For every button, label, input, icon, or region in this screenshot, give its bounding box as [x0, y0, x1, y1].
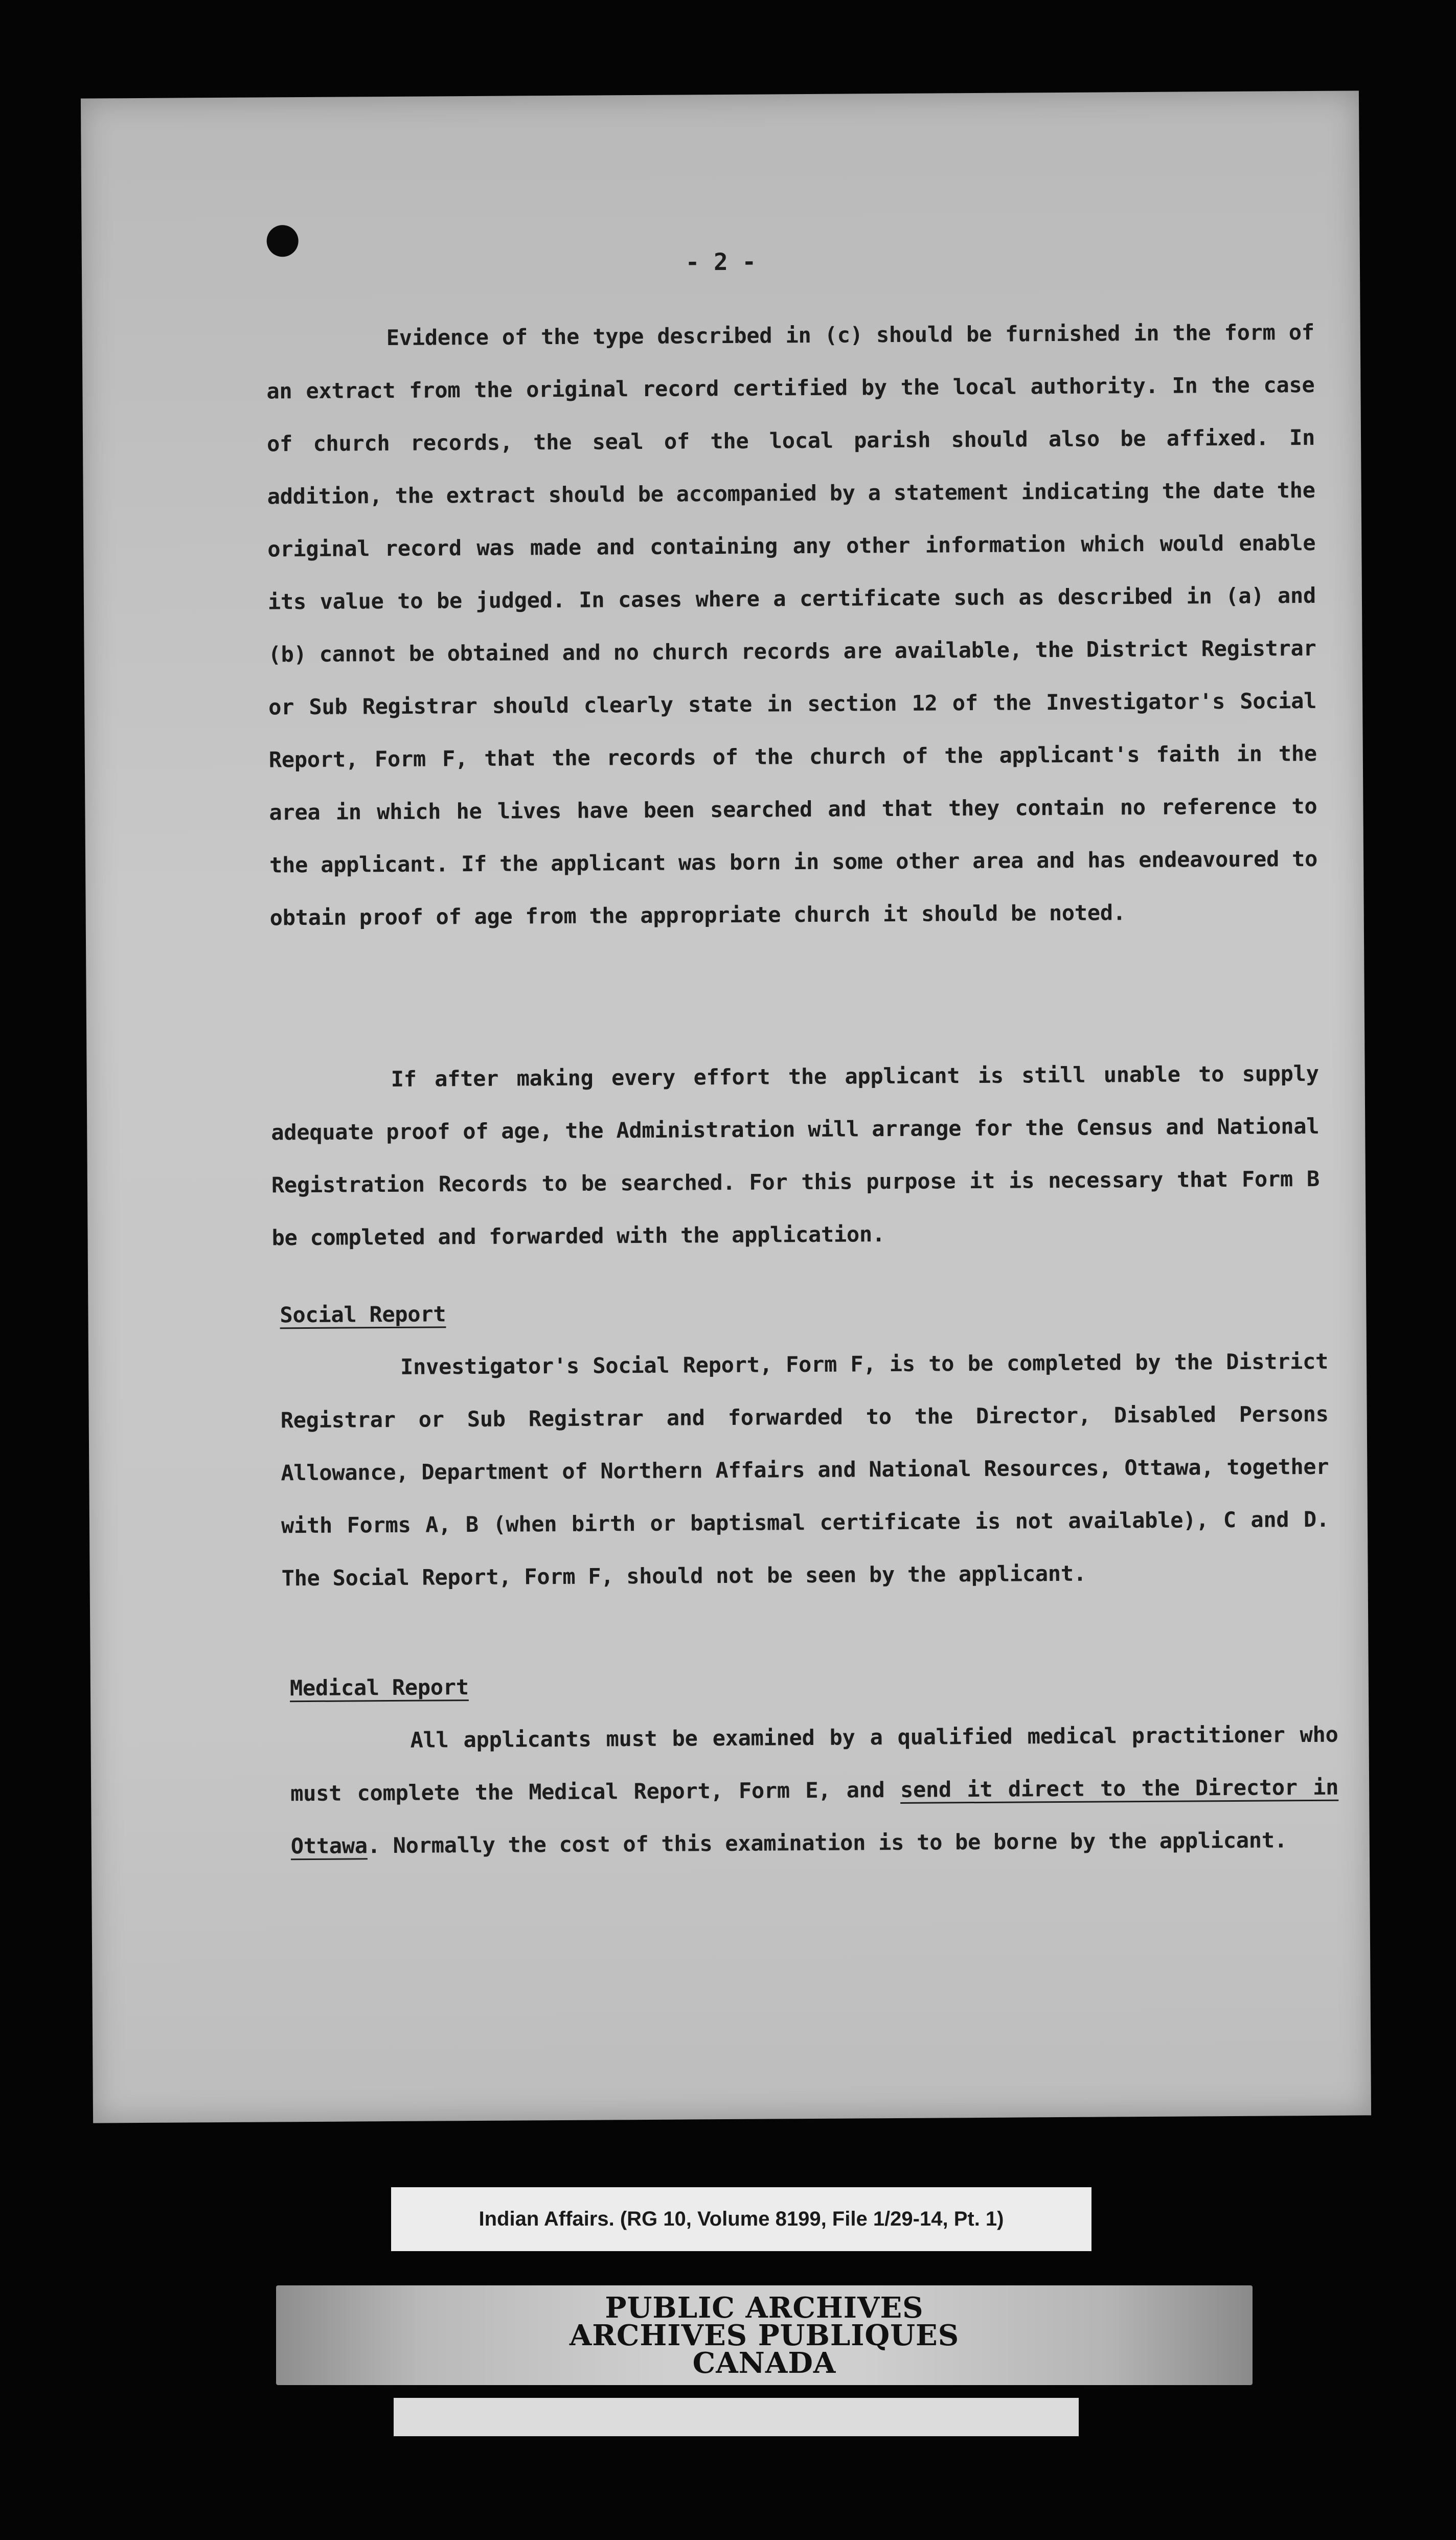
medical-report-section [290, 1655, 1339, 1873]
social-report-text: Investigator's Social Report, Form F, is to be completed by the District Registrar or Sub Registrar and forwarded to the Director, Disabled Persons Allowance, Department of Northern Affairs and National Resources, Ottawa, together with Forms A, B (when birth or baptismal certificate is not available), C and D. The Social Report, Form F, should not be seen by the applicant. [280, 1348, 1330, 1591]
paragraph-1: Evidence of the type described in (c) should be furnished in the form of an extract from the original record certified by the local authority. In the case of church records, the seal of the local parish should also be affixed. In addition, the extract should be accompanied by a statement indicating the date the original record was made and containing any other information which would enable its value to be judged. In cases where a certificate such as described in (a) and (b) cannot be obtained and no church records are available, the District Registrar or Sub Registrar should clearly state in section 12 of the Investigator's Social Report, Form F, that the records of the church of the applicant's faith in the area in which he lives have been searched and that they contain no reference to the applicant. If the applicant was born in some other area and has endeavoured to obtain proof of age from the appropriate church it should be noted. [266, 319, 1318, 931]
paragraph-census-search [270, 1047, 1320, 1264]
social-report-heading: Social Report [280, 1301, 446, 1328]
medical-report-heading: Medical Report [289, 1674, 469, 1701]
stamp-line-3: CANADA [692, 2346, 836, 2380]
public-archives-stamp [276, 2285, 1253, 2385]
medical-text-after: . Normally the cost of this examination is to be borne by the applicant. [367, 1827, 1287, 1858]
medical-text-before: All applicants must be examined by a qualified medical practitioner who must complete the Medical Report, Form E, and [290, 1721, 1338, 1806]
archive-reference-text: Indian Affairs. (RG 10, Volume 8199, File 1/29-14, Pt. 1) [479, 2208, 1004, 2230]
document-page [81, 90, 1371, 2123]
medical-text-underlined: send it direct to the Director in Ottawa [290, 1774, 1339, 1859]
page-number: - 2 - [685, 247, 757, 276]
bottom-strip [394, 2398, 1079, 2436]
paragraph-proof-of-evidence [266, 306, 1318, 944]
social-report-section [280, 1282, 1330, 1605]
archive-reference-label [391, 2187, 1091, 2251]
paragraph-2: If after making every effort the applicant is still unable to supply adequate proof of age, the Administration will arrange for the Census and National Registration Records to be searched. For this purpose it is necessary that Form B be completed and forwarded with the application. [271, 1060, 1320, 1251]
medical-report-text [290, 1708, 1339, 1873]
stamp-line-1: PUBLIC ARCHIVES [605, 2290, 924, 2325]
stamp-line-2: ARCHIVES PUBLIQUES [569, 2318, 960, 2352]
